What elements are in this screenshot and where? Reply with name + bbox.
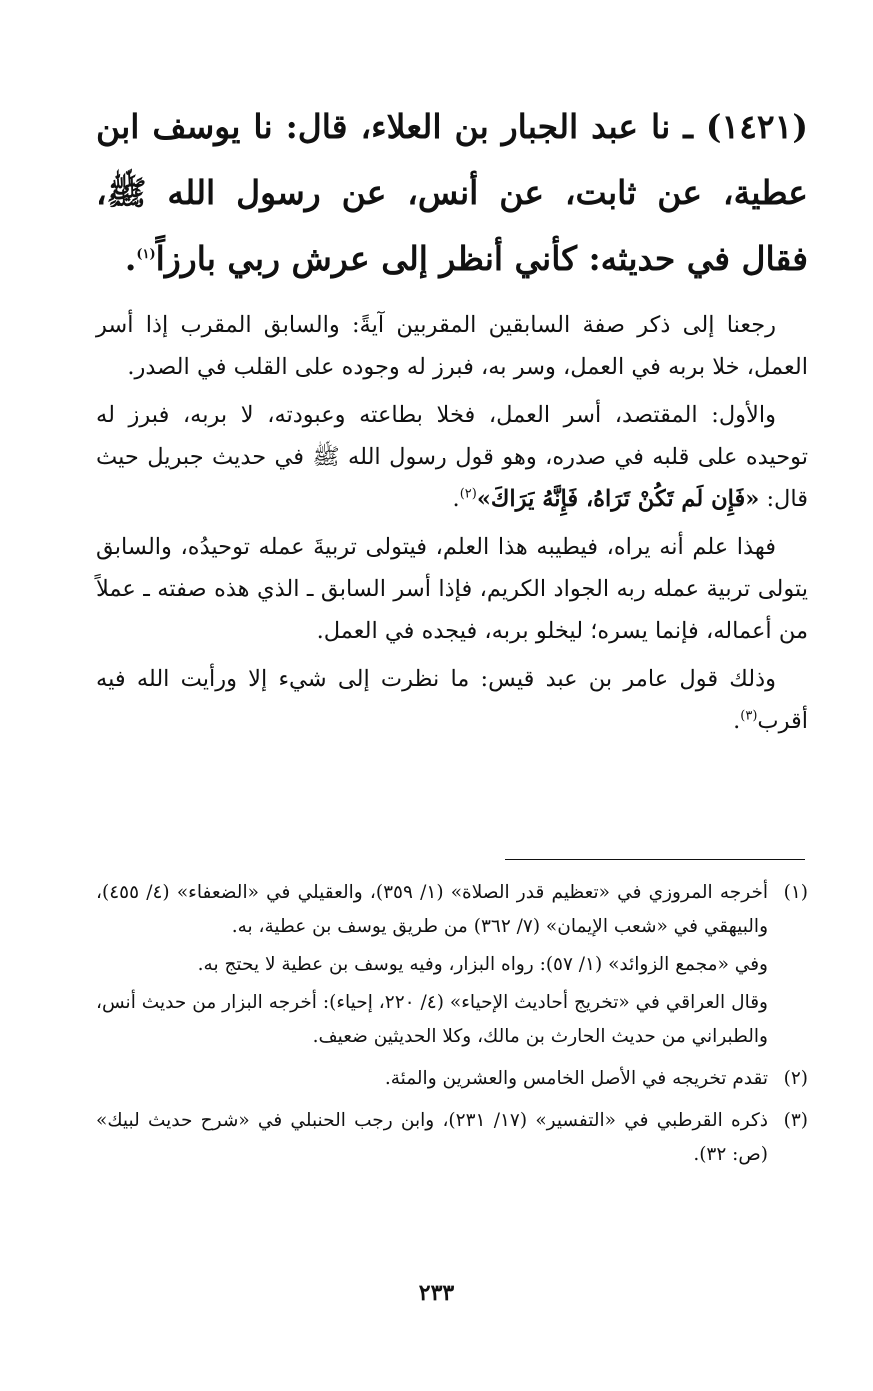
footnote-1-para-c: وقال العراقي في «تخريج أحاديث الإحياء» (٤/ ٢٢٠، إحياء): أخرجه البزار من حديث أنس، والطبراني من حديث الحارث بن مالك، وكلا الحديثين ضعيف. bbox=[96, 992, 768, 1047]
paragraph-3: فهذا علم أنه يراه، فيطيبه هذا العلم، فيتولى تربيةَ عمله توحيدُه، والسابق يتولى تربية عمله ربه الجواد الكريم، فإذا أسر السابق ـ الذي هذه صفته ـ عملاً من أعماله، فإنما يسره؛ ليخلو بربه، فيجده في العمل. bbox=[96, 534, 808, 644]
footnote-1 bbox=[96, 876, 808, 1058]
paragraph-2 bbox=[96, 394, 808, 520]
footnote-1-body bbox=[96, 876, 768, 1058]
footnote-3-number: (٣) bbox=[783, 1110, 808, 1131]
footnote-3-para-a: ذكره القرطبي في «التفسير» (١٧/ ٢٣١)، وابن رجب الحنبلي في «شرح حديث لبيك» (ص: ٣٢). bbox=[96, 1110, 769, 1165]
page-number: ٢٣٣ bbox=[418, 1280, 455, 1306]
paragraph-2-quote: «فَإِن لَم تَكُنْ تَرَاهُ، فَإِنَّهُ يَرَاكَ» bbox=[476, 486, 760, 512]
footnote-1-number: (١) bbox=[783, 882, 808, 903]
footnote-ref-1[interactable]: (١) bbox=[136, 247, 156, 262]
footnote-separator bbox=[505, 859, 805, 860]
hadith-number: (١٤٢١) bbox=[705, 107, 808, 146]
paragraph-2-end: . bbox=[452, 486, 460, 512]
footnote-2-para-a: تقدم تخريجه في الأصل الخامس والعشرين والمئة. bbox=[384, 1068, 768, 1089]
footnote-ref-3[interactable]: (٣) bbox=[740, 708, 758, 724]
paragraph-1: رجعنا إلى ذكر صفة السابقين المقربين آيةً: والسابق المقرب إذا أسر العمل، خلا بربه في العمل، وسر به، فبرز له وجوده على القلب في الصدر. bbox=[96, 312, 808, 380]
footnote-2-number: (٢) bbox=[783, 1068, 808, 1089]
hadith-end: . bbox=[124, 239, 137, 278]
footnote-1-para-a: أخرجه المروزي في «تعظيم قدر الصلاة» (١/ ٣٥٩)، والعقيلي في «الضعفاء» (٤/ ٤٥٥)، والبيهقي في «شعب الإيمان» (٧/ ٣٦٢) من طريق يوسف بن عطية، به. bbox=[96, 882, 769, 937]
paragraph-4-end: . bbox=[733, 708, 741, 734]
footnote-1-para-b: وفي «مجمع الزوائد» (١/ ٥٧): رواه البزار، وفيه يوسف بن عطية لا يحتج به. bbox=[197, 954, 768, 975]
main-text bbox=[96, 94, 808, 748]
footnote-2 bbox=[96, 1062, 808, 1100]
footnote-3-body bbox=[96, 1104, 768, 1176]
footnote-3 bbox=[96, 1104, 808, 1176]
hadith-text bbox=[96, 94, 808, 292]
footnotes bbox=[96, 876, 808, 1180]
hadith-body: ـ نا عبد الجبار بن العلاء، قال: نا يوسف ابن عطية، عن ثابت، عن أنس، عن رسول الله ﷺ، فقال في حديثه: كأني أنظر إلى عرش ربي بارزاً bbox=[96, 107, 808, 278]
footnote-ref-2[interactable]: (٢) bbox=[459, 486, 477, 502]
paragraph-2-text: والأول: المقتصد، أسر العمل، فخلا بطاعته وعبودته، لا بربه، فبرز له توحيده على قلبه في صدره، وهو قول رسول الله ﷺ في حديث جبريل حيث قال: bbox=[96, 402, 808, 512]
paragraph-4 bbox=[96, 658, 808, 742]
footnote-2-body bbox=[96, 1062, 768, 1100]
paragraph-4-text: وذلك قول عامر بن عبد قيس: ما نظرت إلى شيء إلا ورأيت الله فيه أقرب bbox=[96, 666, 808, 734]
